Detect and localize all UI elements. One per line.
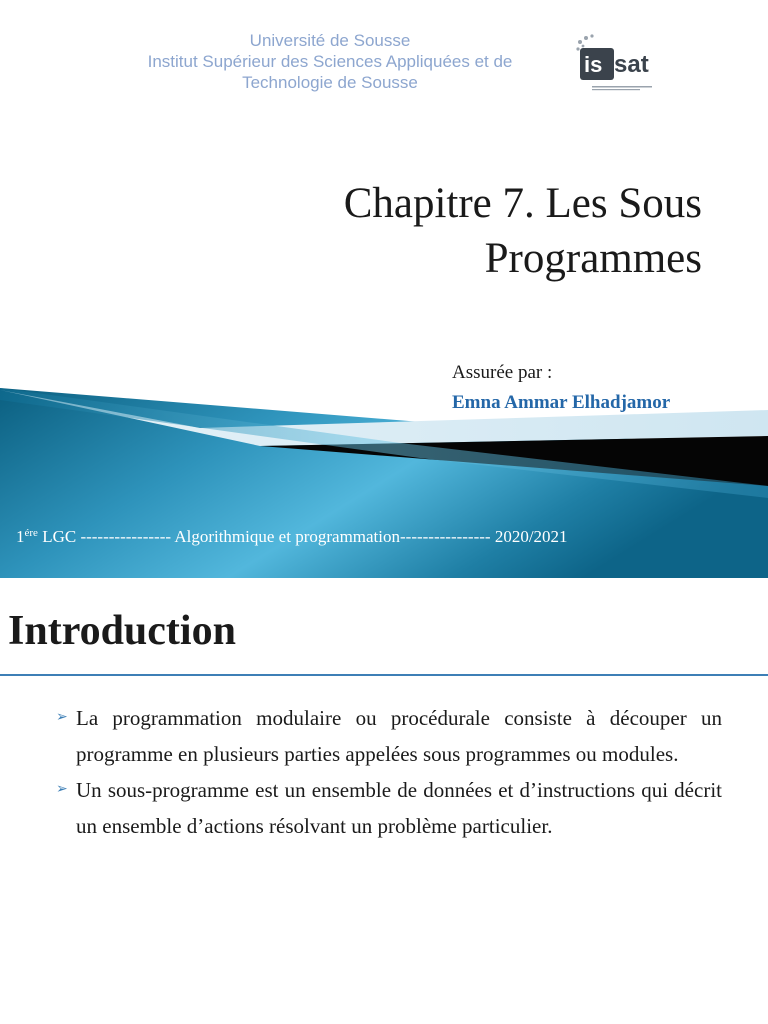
title-divider	[0, 674, 768, 676]
course-footer	[16, 525, 756, 549]
university-line-2: Institut Supérieur des Sciences Appliquées et de	[147, 52, 513, 71]
logo-text-sat: sat	[614, 51, 649, 78]
university-line-3: Technologie de Sousse	[242, 73, 418, 92]
decorative-band	[0, 388, 768, 578]
bullet-text: Un sous-programme est un ensemble de données et d’instructions qui décrit un ensemble d’actions résolvant un problème particulier.	[76, 778, 722, 838]
introduction-title: Introduction	[8, 608, 236, 654]
university-header	[100, 30, 560, 93]
presenter-name: Emna Ammar Elhadjamor	[452, 392, 671, 413]
logo-text-is: is	[584, 52, 603, 77]
bullet-item	[56, 700, 722, 772]
slide-title	[142, 176, 702, 286]
arrow-right-icon: ➢	[56, 710, 68, 725]
logo-text-sub: SOUSSE	[592, 80, 613, 86]
level-number: 1	[16, 527, 25, 546]
university-line-1: Université de Sousse	[249, 31, 411, 50]
level-superscript: ére	[24, 527, 38, 539]
slide-title-line-1: Chapitre 7. Les Sous	[343, 180, 702, 227]
arrow-right-icon: ➢	[56, 782, 68, 797]
course-footer-text: LGC ---------------- Algorithmique et programmation---------------- 2020/2021	[37, 527, 568, 546]
introduction-slide	[0, 580, 768, 1024]
slide-title-line-2: Programmes	[484, 235, 702, 282]
bullet-item	[56, 772, 722, 844]
bullet-list	[56, 700, 722, 844]
issat-logo	[574, 32, 666, 92]
bullet-text: La programmation modulaire ou procédurale consiste à découper un programme en plusieurs parties appelées sous programmes ou modules.	[76, 706, 722, 766]
presenter-label: Assurée par :	[452, 362, 553, 383]
